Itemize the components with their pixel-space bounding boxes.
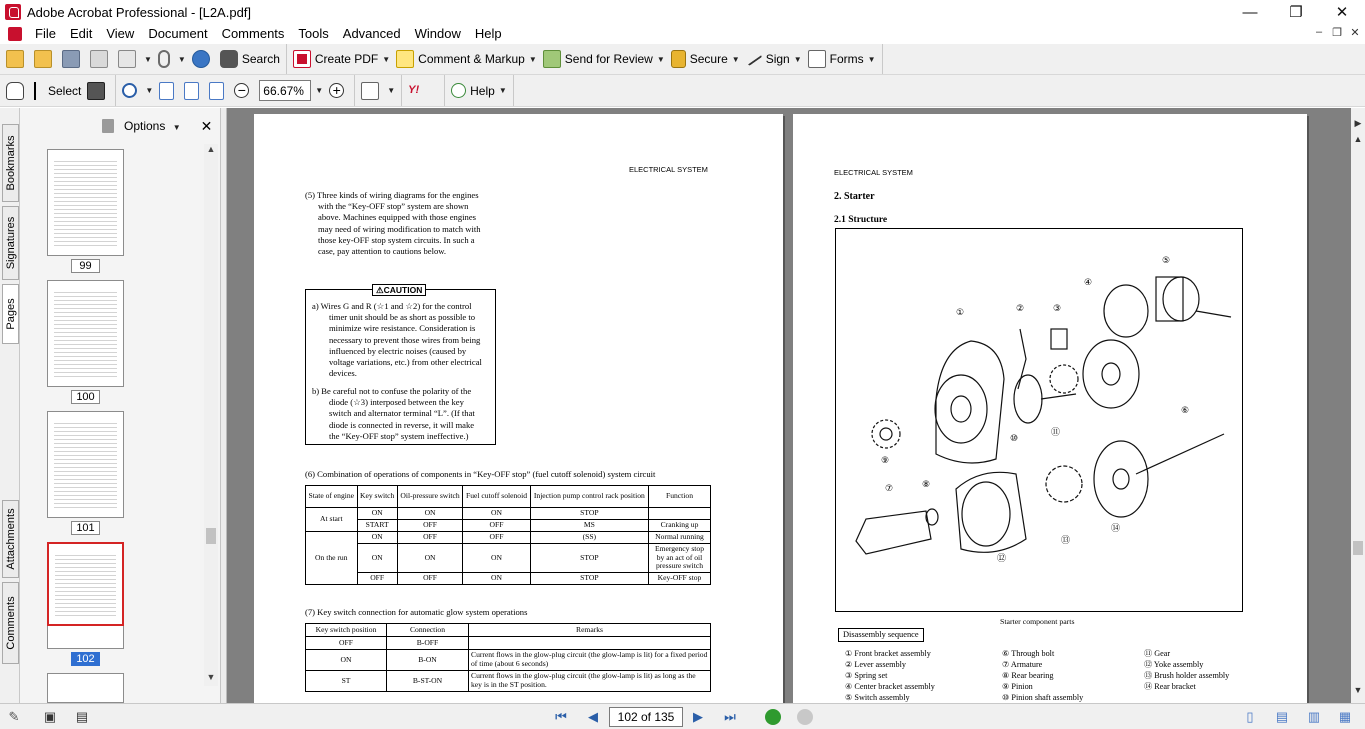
tab-pages[interactable] bbox=[2, 284, 19, 344]
menu-bar bbox=[0, 24, 1365, 43]
scroll-up-arrow-icon[interactable]: ▲ bbox=[206, 144, 216, 154]
facing-view-icon[interactable]: ▥ bbox=[1307, 709, 1321, 724]
table-cell: Current flows in the glow-plug circuit (the glow-lamp is lit) for a fixed period of time (about 6 seconds) bbox=[469, 650, 711, 671]
callout-10: ⑩ bbox=[1010, 434, 1019, 444]
web-button[interactable] bbox=[189, 47, 217, 71]
thumbnail-content bbox=[55, 552, 116, 616]
table-cell: ON bbox=[306, 650, 387, 671]
callout-11: ⑪ bbox=[1051, 428, 1061, 438]
table-cell: Cranking up bbox=[649, 520, 711, 532]
table-cell: ON bbox=[397, 508, 463, 520]
thumbnail-content bbox=[54, 158, 117, 247]
zoom-in-button[interactable] bbox=[326, 79, 351, 103]
table-cell: STOP bbox=[530, 508, 648, 520]
table-cell: ON bbox=[463, 508, 530, 520]
menu-file[interactable]: File bbox=[35, 26, 56, 41]
pdf-page-102 bbox=[254, 114, 783, 703]
rotate-group bbox=[355, 75, 402, 106]
table-cell: On the run bbox=[306, 532, 358, 585]
page-thumbnail-100[interactable] bbox=[47, 280, 124, 387]
globe-icon bbox=[192, 50, 210, 68]
menu-tools[interactable]: Tools bbox=[298, 26, 329, 41]
table-cell: OFF bbox=[397, 520, 463, 532]
zoom-group bbox=[116, 75, 355, 106]
tab-attachments-label: Attachments bbox=[4, 508, 17, 570]
center-bracket-shape bbox=[1083, 340, 1139, 408]
create-pdf-label: Create PDF bbox=[314, 52, 379, 66]
page-label-101[interactable]: 101 bbox=[71, 521, 100, 535]
document-view[interactable] bbox=[227, 108, 1351, 703]
legend-item: ⑭ Rear bracket bbox=[1144, 682, 1196, 691]
chevron-down-icon: ▼ bbox=[793, 54, 802, 64]
document-vertical-scrollbar[interactable] bbox=[1351, 108, 1365, 703]
send-review-label: Send for Review bbox=[564, 52, 653, 66]
menu-window[interactable]: Window bbox=[414, 26, 461, 41]
rear-bracket-hole-shape bbox=[1113, 469, 1129, 489]
caution-box bbox=[305, 285, 496, 445]
table-cell: (SS) bbox=[530, 532, 648, 544]
legend-item: ⑫ Yoke assembly bbox=[1144, 660, 1204, 669]
expand-arrow-icon[interactable]: ▶ bbox=[1354, 118, 1362, 128]
tab-bookmarks-label: Bookmarks bbox=[4, 135, 17, 191]
text-cursor-icon bbox=[34, 82, 44, 100]
hand-icon bbox=[6, 82, 24, 100]
window-title: Adobe Acrobat Professional - [L2A.pdf] bbox=[27, 4, 252, 20]
figure-caption: Starter component parts bbox=[1000, 617, 1075, 626]
table-header: Key switch position bbox=[306, 624, 387, 637]
table-cell: OFF bbox=[397, 573, 463, 585]
yahoo-search-button[interactable] bbox=[405, 79, 441, 103]
fit-width-icon bbox=[209, 82, 224, 100]
legend-item: ④ Center bracket assembly bbox=[845, 682, 935, 691]
caution-item-a bbox=[312, 301, 492, 379]
send-review-button[interactable] bbox=[540, 47, 668, 71]
table-cell: OFF bbox=[357, 573, 397, 585]
legend-item: ① Front bracket assembly bbox=[845, 649, 931, 658]
table-cell: Emergency stop by an act of oil pressure switch bbox=[649, 544, 711, 573]
text-line: the “Key-OFF stop” system ineffective.) bbox=[329, 430, 469, 441]
callout-6: ⑥ bbox=[1181, 406, 1190, 416]
menu-advanced[interactable]: Advanced bbox=[342, 26, 401, 41]
open-folder-icon bbox=[6, 50, 24, 68]
table-cell: STOP bbox=[530, 573, 648, 585]
table-cell: MS bbox=[530, 520, 648, 532]
page-layout-icon[interactable]: ▣ bbox=[43, 709, 57, 724]
forms-label: Forms bbox=[829, 52, 864, 66]
menu-edit[interactable]: Edit bbox=[69, 26, 93, 41]
trash-icon[interactable] bbox=[102, 119, 114, 133]
legend-item: ⑨ Pinion bbox=[1002, 682, 1033, 691]
legend-item: ⑤ Switch assembly bbox=[845, 693, 910, 702]
page-icon bbox=[159, 82, 174, 100]
legend-item: ③ Spring set bbox=[845, 671, 888, 680]
callout-4: ④ bbox=[1084, 278, 1093, 288]
page-thumbnail-99[interactable] bbox=[47, 149, 124, 256]
close-panel-button[interactable]: ✕ bbox=[200, 117, 213, 134]
chevron-down-icon: ▼ bbox=[528, 54, 537, 64]
callout-3: ③ bbox=[1053, 304, 1062, 314]
single-page-view-icon[interactable]: ▯ bbox=[1246, 709, 1254, 724]
disassembly-label: Disassembly sequence bbox=[838, 628, 924, 642]
table-cell: Normal running bbox=[649, 532, 711, 544]
camera-icon bbox=[87, 82, 105, 100]
text-line: switch and alternator terminal “L”. (If that bbox=[329, 408, 475, 419]
comment-markup-label: Comment & Markup bbox=[418, 52, 525, 66]
close-button[interactable]: ✕ bbox=[1335, 4, 1349, 21]
text-line: with the “Key-OFF stop” system are shown bbox=[318, 201, 469, 212]
text-line: timer unit should be as short as possible to bbox=[329, 312, 476, 323]
legend-item: ⑪ Gear bbox=[1144, 649, 1171, 658]
table-cell bbox=[649, 508, 711, 520]
table-cell: ON bbox=[357, 532, 397, 544]
callout-9: ⑨ bbox=[881, 456, 890, 466]
menu-document[interactable]: Document bbox=[148, 26, 208, 41]
zoom-out-button[interactable] bbox=[231, 79, 256, 103]
tab-comments-label: Comments bbox=[4, 596, 17, 650]
tools-group bbox=[0, 75, 116, 106]
table-cell: ON bbox=[463, 573, 530, 585]
minimize-button[interactable]: — bbox=[1242, 3, 1258, 21]
text-line: those key-OFF stop system circuits. In such a bbox=[318, 234, 475, 245]
tab-signatures[interactable] bbox=[2, 206, 19, 280]
hand-tool-button[interactable] bbox=[3, 79, 31, 103]
organizer-icon bbox=[34, 50, 52, 68]
table-header: Remarks bbox=[469, 624, 711, 637]
center-bracket-hole-shape bbox=[1102, 363, 1120, 385]
help-icon bbox=[451, 83, 466, 98]
table-cell: B-ST-ON bbox=[387, 671, 469, 692]
options-menu[interactable] bbox=[124, 119, 181, 133]
open-button[interactable] bbox=[3, 47, 31, 71]
switch-assembly-shape bbox=[1163, 277, 1199, 321]
armature-shape bbox=[856, 511, 931, 554]
help-group bbox=[445, 75, 514, 106]
acrobat-app-icon bbox=[5, 4, 21, 20]
minus-icon: − bbox=[234, 83, 249, 98]
chevron-down-icon: ▼ bbox=[731, 54, 740, 64]
secure-button[interactable] bbox=[668, 47, 743, 71]
table-cell: ON bbox=[397, 544, 463, 573]
zoom-input[interactable]: 66.67% bbox=[259, 80, 311, 101]
chevron-down-icon: ▼ bbox=[498, 86, 507, 95]
page-thumbnail-102-bottom[interactable] bbox=[47, 626, 124, 649]
tab-comments[interactable] bbox=[2, 582, 19, 664]
yahoo-logo: Y! bbox=[408, 83, 420, 96]
legend-column-3 bbox=[1144, 648, 1229, 692]
previous-page-button[interactable]: ◀ bbox=[588, 709, 598, 724]
next-view-icon[interactable] bbox=[797, 709, 813, 725]
text-line: may need of wiring modification to match with bbox=[318, 223, 481, 234]
callout-13: ⑬ bbox=[1061, 536, 1071, 546]
text-line: a) Wires G and R (☆1 and ☆2) for the control bbox=[312, 301, 472, 311]
continuous-view-icon[interactable]: ▤ bbox=[1275, 709, 1289, 724]
subsection-title: 2.1 Structure bbox=[834, 215, 888, 225]
paperclip-icon bbox=[158, 50, 170, 68]
through-bolt-shape bbox=[1136, 434, 1224, 474]
page-thumbnail-103[interactable] bbox=[47, 673, 124, 703]
table-cell: Current flows in the glow-plug circuit (the glow-lamp is lit) as long as the key is in the ST position. bbox=[469, 671, 711, 692]
table-cell: Key-OFF stop bbox=[649, 573, 711, 585]
zoom-tool-button[interactable] bbox=[119, 79, 156, 103]
legend-item: ⑧ Rear bearing bbox=[1002, 671, 1054, 680]
help-button[interactable] bbox=[448, 79, 510, 103]
chevron-down-icon: ▼ bbox=[144, 54, 152, 64]
center-bracket-plate-shape bbox=[1104, 285, 1148, 337]
paragraph-5 bbox=[305, 190, 500, 257]
text-line: (5) Three kinds of wiring diagrams for the engines bbox=[305, 190, 479, 200]
search-label: Search bbox=[241, 52, 280, 66]
page-label-102[interactable]: 102 bbox=[71, 652, 100, 666]
text-line: minimize wire resistance. Consideration is bbox=[329, 323, 476, 334]
create-pdf-icon bbox=[293, 50, 311, 68]
callout-1: ① bbox=[956, 308, 965, 318]
switch-body-shape bbox=[1156, 277, 1183, 321]
table-cell: At start bbox=[306, 508, 358, 532]
file-group bbox=[0, 44, 287, 74]
page-header: ELECTRICAL SYSTEM bbox=[834, 168, 913, 177]
thumbnail-scroll-thumb[interactable] bbox=[206, 528, 216, 544]
page-thumbnail-102[interactable] bbox=[47, 542, 124, 626]
front-bracket-hole-shape bbox=[951, 396, 971, 422]
organizer-button[interactable] bbox=[31, 47, 59, 71]
thumbnail-content bbox=[54, 289, 117, 378]
switch-bolt-shape bbox=[1196, 311, 1231, 317]
callout-8: ⑧ bbox=[922, 480, 931, 490]
rear-bearing-shape bbox=[926, 509, 938, 525]
next-page-button[interactable]: ▶ bbox=[693, 709, 703, 724]
text-line: devices. bbox=[329, 368, 357, 379]
tab-pages-label: Pages bbox=[4, 298, 17, 330]
navigation-tabs bbox=[0, 108, 20, 703]
text-line: diode is connected in reverse, it will make bbox=[329, 419, 475, 430]
file-toolbar bbox=[0, 44, 1365, 75]
lock-icon bbox=[671, 50, 686, 68]
printer-icon bbox=[90, 50, 108, 68]
doc-minimize-button[interactable]: – bbox=[1315, 26, 1323, 38]
tasks-group bbox=[287, 44, 883, 74]
first-page-button[interactable]: ⏮ bbox=[555, 709, 567, 724]
text-line: voltage variations, etc.) from other electrical bbox=[329, 357, 482, 368]
document-menu-icon[interactable] bbox=[8, 27, 22, 41]
tab-signatures-label: Signatures bbox=[4, 216, 17, 270]
table-7-title: (7) Key switch connection for automatic glow system operations bbox=[305, 607, 528, 617]
last-page-button[interactable]: ⏭ bbox=[724, 709, 736, 724]
snapshot-button[interactable] bbox=[84, 79, 112, 103]
rotate-page-icon bbox=[361, 82, 379, 100]
callout-2: ② bbox=[1016, 304, 1025, 314]
print-button[interactable] bbox=[87, 47, 115, 71]
legend-item: ⑬ Brush holder assembly bbox=[1144, 671, 1230, 680]
table-header: Oil-pressure switch bbox=[397, 486, 463, 508]
page-thumbnail-101[interactable] bbox=[47, 411, 124, 518]
comment-markup-button[interactable] bbox=[393, 47, 540, 71]
chevron-down-icon: ▼ bbox=[656, 54, 665, 64]
text-line: b) Be careful not to confuse the polarity of the bbox=[312, 386, 472, 396]
chevron-down-icon: ▼ bbox=[177, 54, 186, 64]
create-pdf-button[interactable] bbox=[290, 47, 393, 71]
help-label: Help bbox=[470, 83, 495, 98]
legend-column-1 bbox=[845, 648, 935, 703]
legend-item: ⑩ Pinion shaft assembly bbox=[1002, 693, 1084, 702]
table-cell: ON bbox=[357, 544, 397, 573]
legend-column-2 bbox=[1002, 648, 1083, 703]
plus-icon: + bbox=[329, 83, 344, 98]
table-cell: ON bbox=[357, 508, 397, 520]
table-6 bbox=[305, 485, 711, 585]
fit-width-button[interactable] bbox=[206, 79, 231, 103]
chevron-down-icon: ▼ bbox=[387, 86, 396, 95]
maximize-button[interactable]: ❐ bbox=[1289, 4, 1303, 21]
review-icon bbox=[543, 50, 561, 68]
table-cell: B-ON bbox=[387, 650, 469, 671]
fit-page-button[interactable] bbox=[181, 79, 206, 103]
table-cell: OFF bbox=[397, 532, 463, 544]
view-toolbar bbox=[0, 75, 1365, 107]
pages-panel bbox=[20, 108, 221, 703]
select-label: Select bbox=[48, 83, 82, 98]
text-line: case, pay attention to cautions below. bbox=[318, 246, 447, 257]
document-scroll-thumb[interactable] bbox=[1353, 541, 1363, 555]
pinion-gear-shape bbox=[872, 420, 900, 448]
scroll-down-arrow-icon[interactable]: ▼ bbox=[1353, 685, 1363, 695]
table-header: Function bbox=[649, 486, 711, 508]
callout-14: ⑭ bbox=[1111, 524, 1121, 534]
save-disk-icon bbox=[62, 50, 80, 68]
chevron-down-icon[interactable]: ▼ bbox=[315, 86, 324, 95]
chevron-down-icon: ▼ bbox=[382, 54, 391, 64]
thumbnail-content bbox=[54, 420, 117, 509]
secure-label: Secure bbox=[689, 52, 728, 66]
table-header: Key switch bbox=[357, 486, 397, 508]
table-cell: ON bbox=[463, 544, 530, 573]
page-label-99[interactable]: 99 bbox=[71, 259, 100, 273]
table-cell: STOP bbox=[530, 544, 648, 573]
text-line: necessary to prevent those wires from being bbox=[329, 334, 481, 345]
forms-icon bbox=[808, 50, 826, 68]
table-header: Connection bbox=[387, 624, 469, 637]
attach-button[interactable] bbox=[155, 47, 189, 71]
table-cell: START bbox=[357, 520, 397, 532]
spring-set-shape bbox=[1051, 329, 1067, 349]
table-cell: ST bbox=[306, 671, 387, 692]
legend-item: ⑦ Armature bbox=[1002, 660, 1043, 669]
scroll-up-arrow-icon[interactable]: ▲ bbox=[1353, 134, 1363, 144]
brush-holder-shape bbox=[1046, 466, 1082, 502]
starter-exploded-drawing bbox=[836, 229, 1244, 613]
table-cell bbox=[469, 637, 711, 650]
actual-size-button[interactable] bbox=[156, 79, 181, 103]
continuous-facing-view-icon[interactable]: ▦ bbox=[1338, 709, 1352, 724]
rear-bracket-shape bbox=[1094, 441, 1148, 517]
table-6-title: (6) Combination of operations of components in “Key-OFF stop” (fuel cutoff solenoid) system circuit bbox=[305, 469, 656, 479]
page-size-icon[interactable]: ▤ bbox=[75, 709, 89, 724]
sign-label: Sign bbox=[765, 52, 790, 66]
caution-item-b bbox=[312, 386, 492, 442]
table-header: Injection pump control rack position bbox=[530, 486, 648, 508]
callout-7: ⑦ bbox=[885, 484, 894, 494]
comment-icon bbox=[396, 50, 414, 68]
chevron-down-icon: ▼ bbox=[145, 86, 154, 95]
status-bar bbox=[0, 703, 1365, 729]
fit-page-icon bbox=[184, 82, 199, 100]
zoom-field-wrap bbox=[256, 79, 326, 103]
pinion-shaft-shape bbox=[1041, 394, 1076, 399]
chevron-down-icon: ▼ bbox=[867, 54, 876, 64]
email-icon bbox=[118, 50, 136, 68]
magnifier-icon bbox=[122, 83, 137, 98]
page-label-100[interactable]: 100 bbox=[71, 390, 100, 404]
page-header: ELECTRICAL SYSTEM bbox=[629, 165, 708, 174]
menu-comments[interactable]: Comments bbox=[221, 26, 285, 41]
table-header: Fuel cutoff solenoid bbox=[463, 486, 530, 508]
yoke-opening-shape bbox=[962, 482, 1010, 546]
tab-bookmarks[interactable] bbox=[2, 124, 19, 202]
yahoo-group bbox=[402, 75, 445, 106]
caution-title: ⚠CAUTION bbox=[372, 284, 426, 296]
doc-close-button[interactable]: ✕ bbox=[1350, 27, 1360, 39]
planetary-gear-shape bbox=[1050, 365, 1078, 393]
rotate-button[interactable] bbox=[358, 79, 398, 103]
callout-5: ⑤ bbox=[1162, 256, 1171, 266]
pen-icon bbox=[745, 52, 762, 66]
select-tool-button[interactable] bbox=[31, 79, 84, 103]
forms-button[interactable] bbox=[805, 47, 879, 71]
chevron-down-icon: ▼ bbox=[172, 123, 181, 132]
options-label: Options bbox=[124, 119, 166, 133]
pages-panel-header bbox=[20, 108, 220, 144]
table-cell: OFF bbox=[306, 637, 387, 650]
yoke-shape bbox=[956, 472, 1026, 552]
title-bar bbox=[0, 0, 1365, 24]
pinion-hub-shape bbox=[880, 428, 892, 440]
search-button[interactable] bbox=[217, 47, 283, 71]
pinion-shaft-disk-shape bbox=[1014, 375, 1042, 423]
front-bracket-flange-shape bbox=[935, 375, 987, 443]
doc-restore-button[interactable]: ❐ bbox=[1332, 27, 1342, 39]
legend-item: ② Lever assembly bbox=[845, 660, 906, 669]
tab-attachments[interactable] bbox=[2, 500, 19, 578]
paperclip-icon[interactable]: ✎ bbox=[8, 709, 20, 724]
text-line: above. Machines equipped with those engines bbox=[318, 212, 476, 223]
section-title: 2. Starter bbox=[834, 191, 875, 202]
text-line: influenced by electric noises (caused by bbox=[329, 345, 467, 356]
page-number-input[interactable]: 102 of 135 bbox=[609, 707, 683, 727]
table-cell: OFF bbox=[463, 532, 530, 544]
thumbnail-scrollbar[interactable] bbox=[204, 144, 218, 686]
table-cell: B-OFF bbox=[387, 637, 469, 650]
email-button[interactable] bbox=[115, 47, 155, 71]
sign-button[interactable] bbox=[743, 47, 805, 71]
menu-view[interactable]: View bbox=[106, 26, 135, 41]
callout-12: ⑫ bbox=[997, 554, 1007, 564]
text-line: diode (☆3) interposed between the key bbox=[329, 397, 464, 408]
previous-view-icon[interactable] bbox=[765, 709, 781, 725]
scroll-down-arrow-icon[interactable]: ▼ bbox=[206, 672, 216, 682]
save-button[interactable] bbox=[59, 47, 87, 71]
pdf-page-103 bbox=[793, 114, 1307, 703]
binoculars-icon bbox=[220, 50, 238, 68]
table-header: State of engine bbox=[306, 486, 358, 508]
table-7 bbox=[305, 623, 711, 692]
legend-item: ⑥ Through bolt bbox=[1002, 649, 1055, 658]
starter-figure bbox=[835, 228, 1243, 612]
table-cell: OFF bbox=[463, 520, 530, 532]
menu-help[interactable]: Help bbox=[474, 26, 502, 41]
